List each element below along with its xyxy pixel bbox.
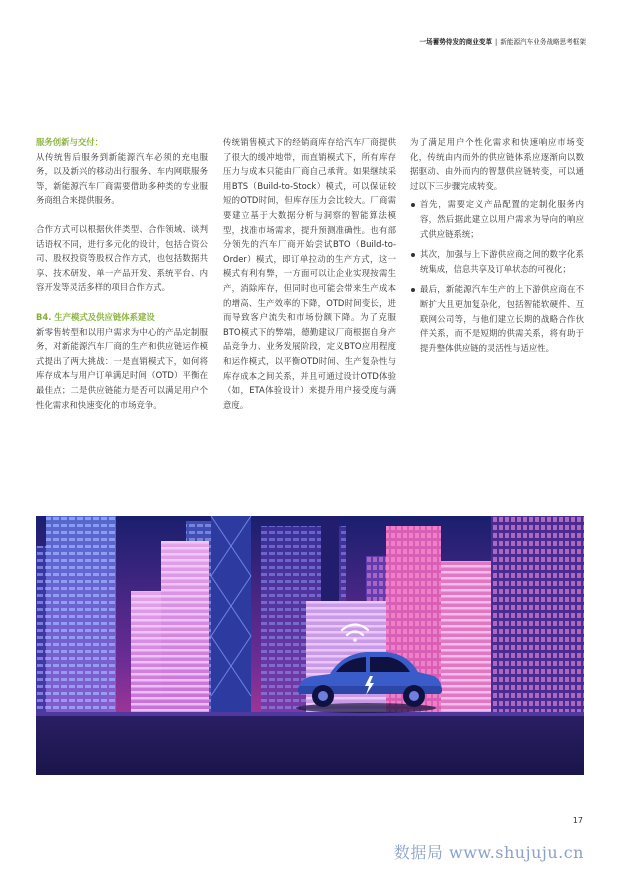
- watermark: 数据局 www.shujuju.cn: [393, 843, 584, 862]
- section-heading-service-innovation: 服务创新与交付：: [36, 137, 103, 147]
- section-heading-b4: B4. 生产模式及供应链体系建设: [36, 311, 155, 322]
- bullet-list: [410, 197, 584, 355]
- road: [36, 712, 584, 775]
- paragraph-production-challenges: 新零售转型和以用户需求为中心的产品定制服务，对新能源汽车厂商的生产和供应链运作模式提出了两大挑战：一是直销模式下，如何将库存成本与用户订单满足时间（OTD）平衡在最佳点；二是供应链能力是否可以满足用户个性化需求和快速变化的市场竞争。: [36, 326, 208, 410]
- header-title: 一场蓄势待发的商业变革: [419, 38, 493, 46]
- paragraph-bts-bto: 传统销售模式下的经销商库存给汽车厂商提供了很大的缓冲地带，而直销模式下，所有库存压力与成本只能由厂商自己承背。如果继续采用BTS（Build-to-Stock）模式，可以保证较短的OTD时间，但库存压力会比较大。厂商需要建立基于大数据分析与洞察的智能算法模型，找准市场需求，提升预测准确性。也有部分领先的汽车厂商开始尝试BTO（Build-to-Order）模式，即订单拉动的生产方式，这一模式有利有弊，一方面可以让企业实现按需生产，消除库存，但同时也可能会带来生产成本的增高、生产效率的下降，OTD时间变长，进而导致客户流失和市场份额下降。为了克服BTO模式下的弊端，德勤建议厂商根据自身产品竞争力、业务发展阶段，定义BTO应用程度和运作模式，以平衡OTD时间、生产复杂性与库存成本之间关系，并且可通过设计OTD体验（如，ETA体验设计）来提升用户接受度与满意度。: [223, 137, 396, 410]
- bullet-item: 其次，加强与上下游供应商之间的数字化系统集成，信息共享及订单状态的可视化；: [410, 247, 584, 276]
- running-header: [420, 36, 586, 46]
- city-car-illustration: [36, 516, 584, 775]
- text-column-2: [223, 135, 396, 412]
- paragraph-supply-chain: 为了满足用户个性化需求和快速响应市场变化，传统由内而外的供应链体系应逐渐向以数据驱动、由外而内的智慧供应链转变，可以通过以下三步骤完成转变。: [410, 137, 584, 191]
- paragraph-cooperation: 合作方式可以根据伙伴类型、合作领域、谈判话语权不同，进行多元化的设计，包括合资公司、股权投资等股权合作方式，也包括数据共享、技术研发、单一产品开发、系统平台、内容开发等灵活多样的项目合作方式。: [36, 223, 208, 293]
- text-column-3: [410, 135, 584, 361]
- bullet-item: 首先，需要定义产品配置的定制化服务内容，然后据此建立以用户需求为导向的响应式供应链系统；: [410, 197, 584, 241]
- header-subtitle: 新能源汽车业务战略思考框架: [500, 38, 586, 46]
- page-number: 17: [572, 816, 583, 825]
- header-separator: |: [495, 38, 498, 46]
- bullet-item: 最后，新能源汽车生产的上下游供应商在不断扩大且更加复杂化，包括智能软硬件、互联网公司等，与他们建立长期的战略合作伙伴关系，而不是短期的供需关系，将有助于提升整体供应链的灵活性与适应性。: [410, 282, 584, 355]
- paragraph-service: 从传统售后服务到新能源汽车必须的充电服务，以及新兴的移动出行服务、车内网联服务等，新能源汽车厂商需要借助多种类的专业服务商组合来提供服务。: [36, 151, 208, 206]
- text-column-1: [36, 135, 208, 412]
